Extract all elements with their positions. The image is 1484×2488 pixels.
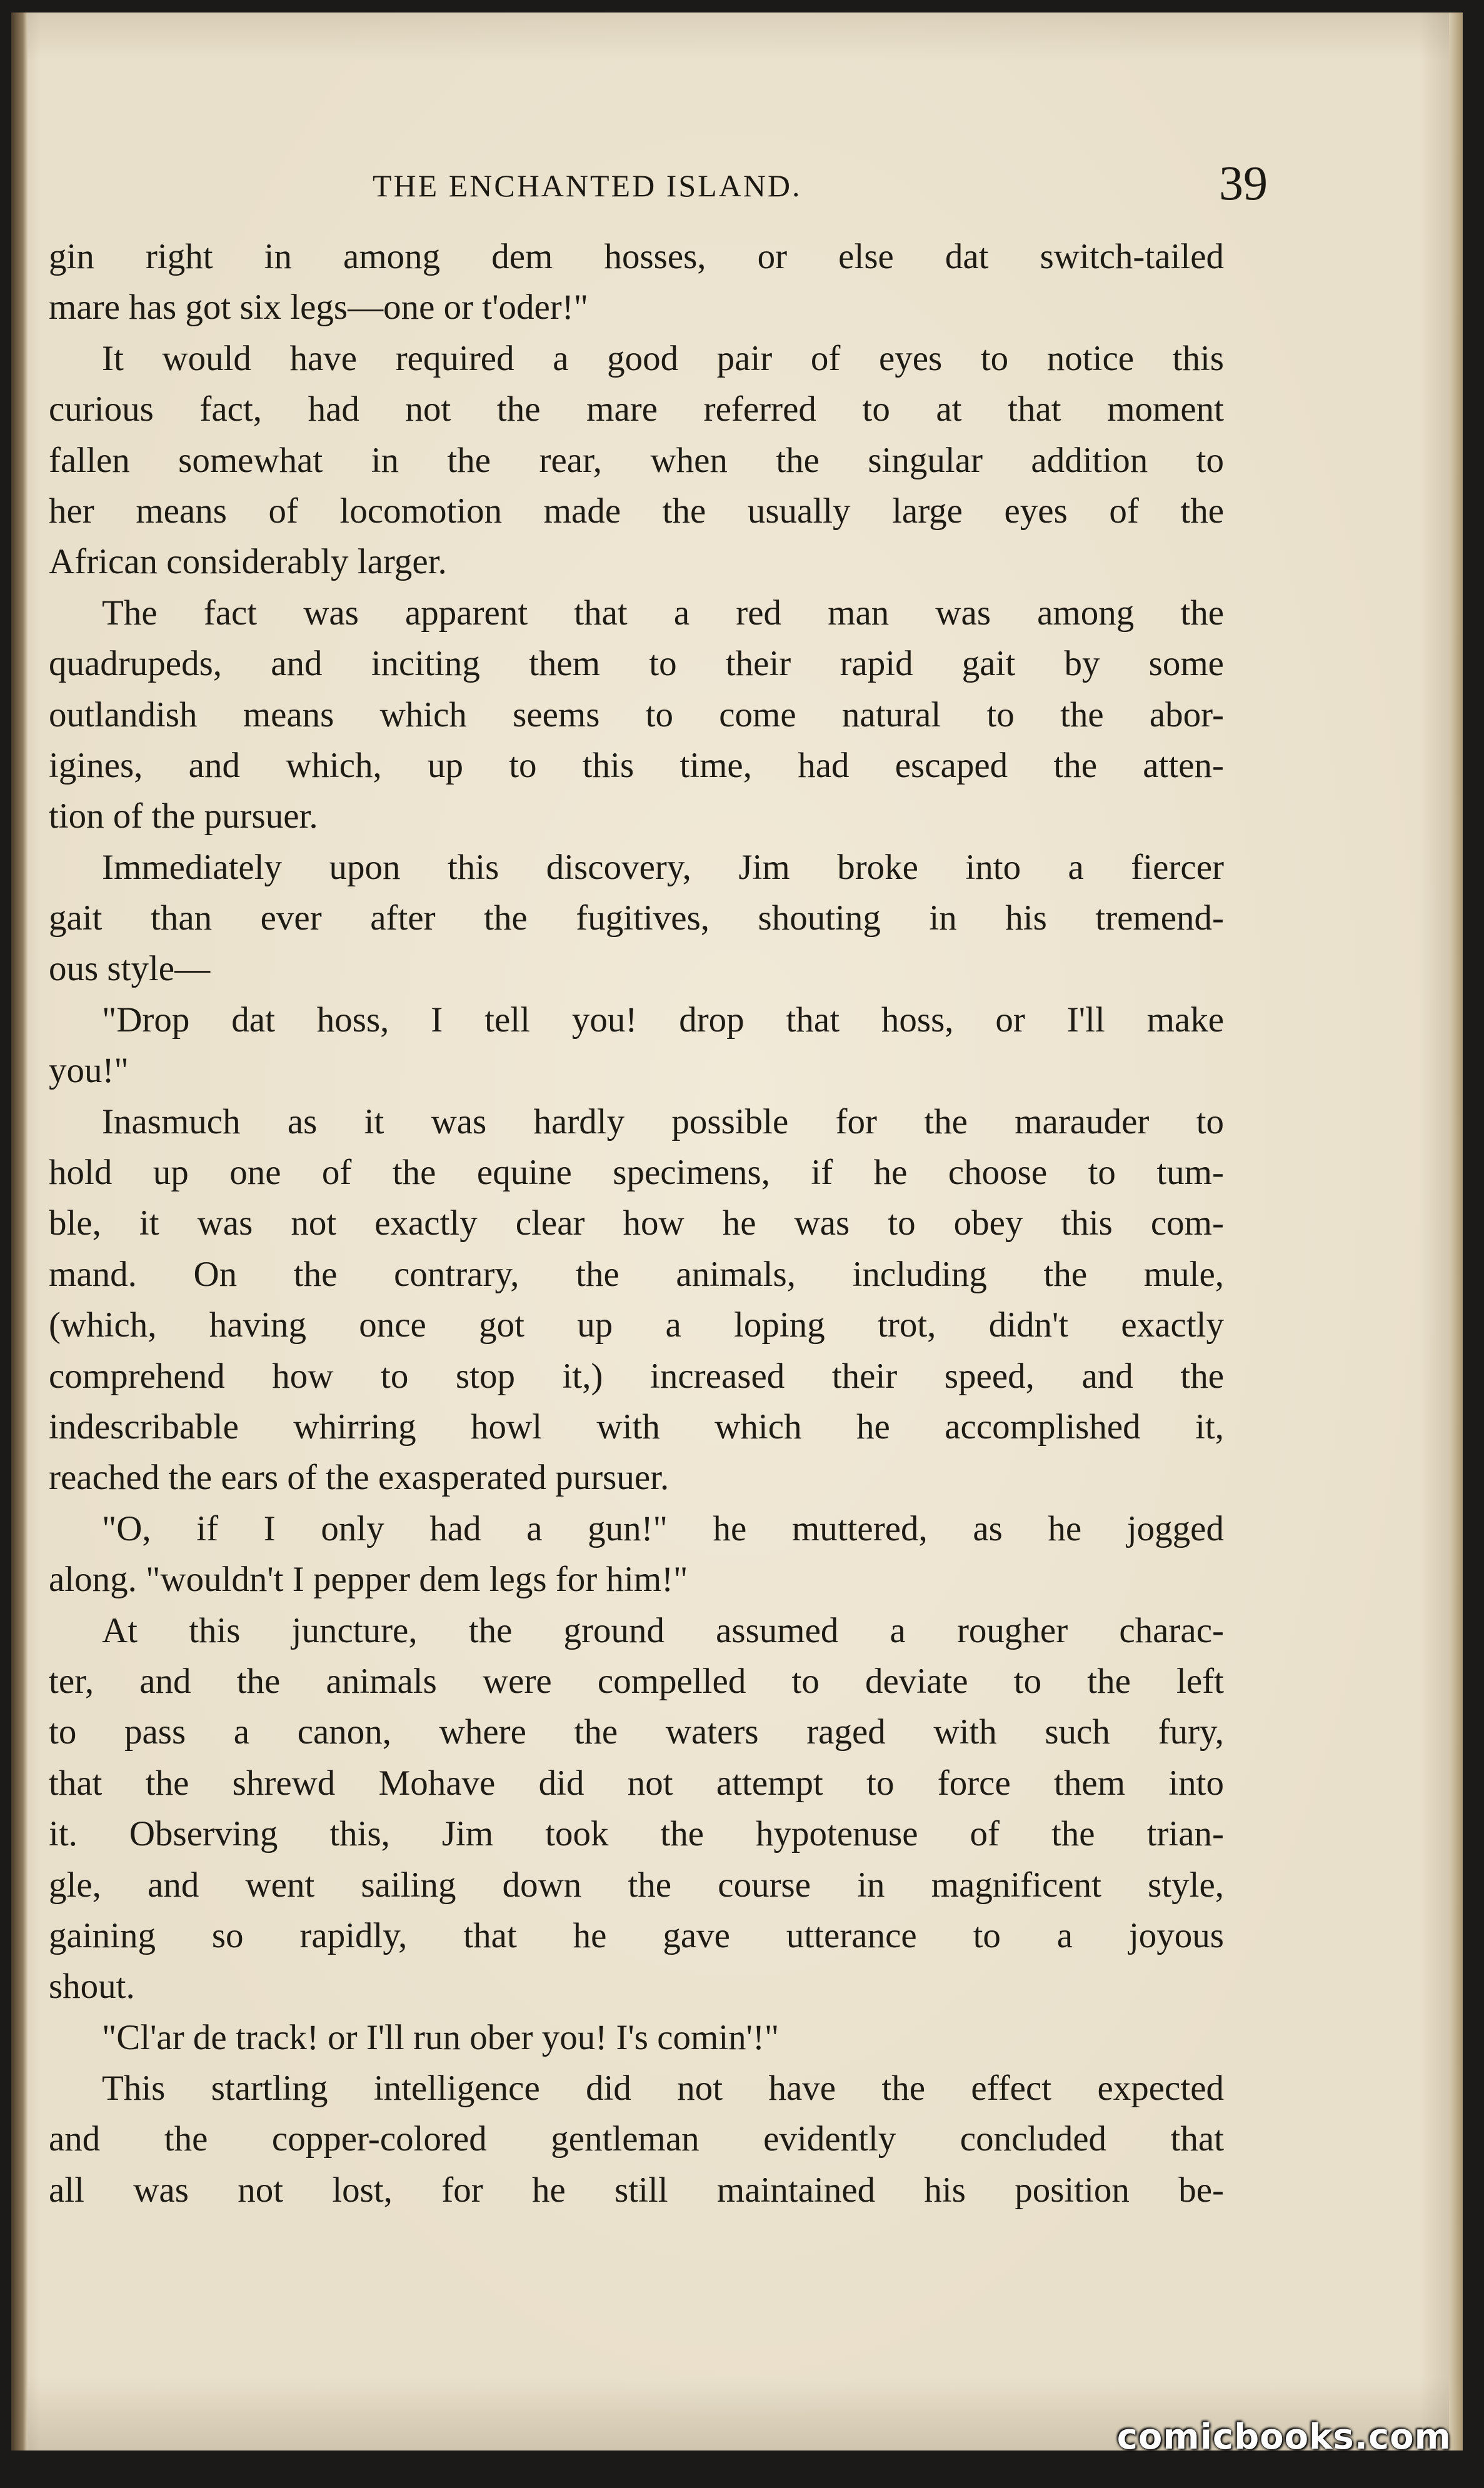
page-number: 39: [1219, 156, 1268, 210]
text-line: and the copper-colored gentleman evidently concluded that: [49, 2119, 1224, 2159]
text-line: gin right in among dem hosses, or else dat switch-tailed: [49, 237, 1224, 276]
text-line: to pass a canon, where the waters raged with such fury,: [49, 1712, 1224, 1752]
text-line: Immediately upon this discovery, Jim broke into a fiercer: [102, 847, 1224, 887]
text-line: along. "wouldn't I pepper dem legs for him!": [49, 1560, 688, 1600]
text-line: African considerably larger.: [49, 542, 447, 582]
text-line: hold up one of the equine specimens, if he choose to tum-: [49, 1153, 1224, 1193]
text-line: indescribable whirring howl with which he accomplished it,: [49, 1407, 1224, 1447]
text-line: Inasmuch as it was hardly possible for the marauder to: [102, 1101, 1224, 1141]
text-line: gle, and went sailing down the course in magnificent style,: [49, 1865, 1224, 1905]
text-line: "Drop dat hoss, I tell you! drop that hoss, or I'll make: [102, 1000, 1224, 1040]
text-line: "O, if I only had a gun!" he muttered, as he jogged: [102, 1508, 1224, 1548]
text-line: gait than ever after the fugitives, shouting in his tremend-: [49, 898, 1224, 938]
text-line: comprehend how to stop it,) increased their speed, and the: [49, 1356, 1224, 1396]
text-line: it. Observing this, Jim took the hypotenuse of the trian-: [49, 1814, 1224, 1854]
text-line: It would have required a good pair of eyes to notice this: [102, 338, 1224, 378]
text-line: "Cl'ar de track! or I'll run ober you! I's comin'!": [102, 2017, 780, 2057]
text-line: fallen somewhat in the rear, when the singular addition to: [49, 440, 1224, 480]
text-line: ous style—: [49, 949, 211, 989]
text-line: ble, it was not exactly clear how he was to obey this com-: [49, 1203, 1224, 1243]
text-line: (which, having once got up a loping trot, didn't exactly: [49, 1305, 1224, 1345]
text-line: that the shrewd Mohave did not attempt to force them into: [49, 1763, 1224, 1803]
body-text: [49, 231, 1224, 2215]
text-line: This startling intelligence did not have the effect expected: [102, 2069, 1224, 2109]
text-line: all was not lost, for he still maintained his position be-: [49, 2170, 1224, 2210]
text-line: gaining so rapidly, that he gave utterance to a joyous: [49, 1915, 1224, 1955]
text-line: shout.: [49, 1967, 135, 2007]
text-line: reached the ears of the exasperated pursuer.: [49, 1458, 669, 1498]
watermark: comicbooks.com: [1116, 2417, 1451, 2457]
text-line: mare has got six legs—one or t'oder!": [49, 288, 588, 328]
text-line: quadrupeds, and inciting them to their rapid gait by some: [49, 644, 1224, 684]
text-line: curious fact, had not the mare referred to at that moment: [49, 389, 1224, 429]
page-header: [49, 155, 1455, 218]
running-head: THE ENCHANTED ISLAND.: [373, 168, 802, 203]
text-line: At this juncture, the ground assumed a rougher charac-: [102, 1610, 1224, 1650]
text-line: The fact was apparent that a red man was among the: [102, 593, 1224, 633]
text-line: mand. On the contrary, the animals, including the mule,: [49, 1254, 1224, 1294]
text-line: igines, and which, up to this time, had escaped the atten-: [49, 745, 1224, 785]
book-page: [11, 13, 1463, 2450]
page-edge-shadow: [1449, 13, 1463, 2450]
text-line: her means of locomotion made the usually large eyes of the: [49, 491, 1224, 531]
page-spine-shadow: [11, 13, 28, 2450]
text-line: ter, and the animals were compelled to deviate to the left: [49, 1661, 1224, 1701]
text-line: tion of the pursuer.: [49, 796, 318, 836]
text-line: you!": [49, 1051, 129, 1091]
text-line: outlandish means which seems to come natural to the abor-: [49, 695, 1224, 735]
